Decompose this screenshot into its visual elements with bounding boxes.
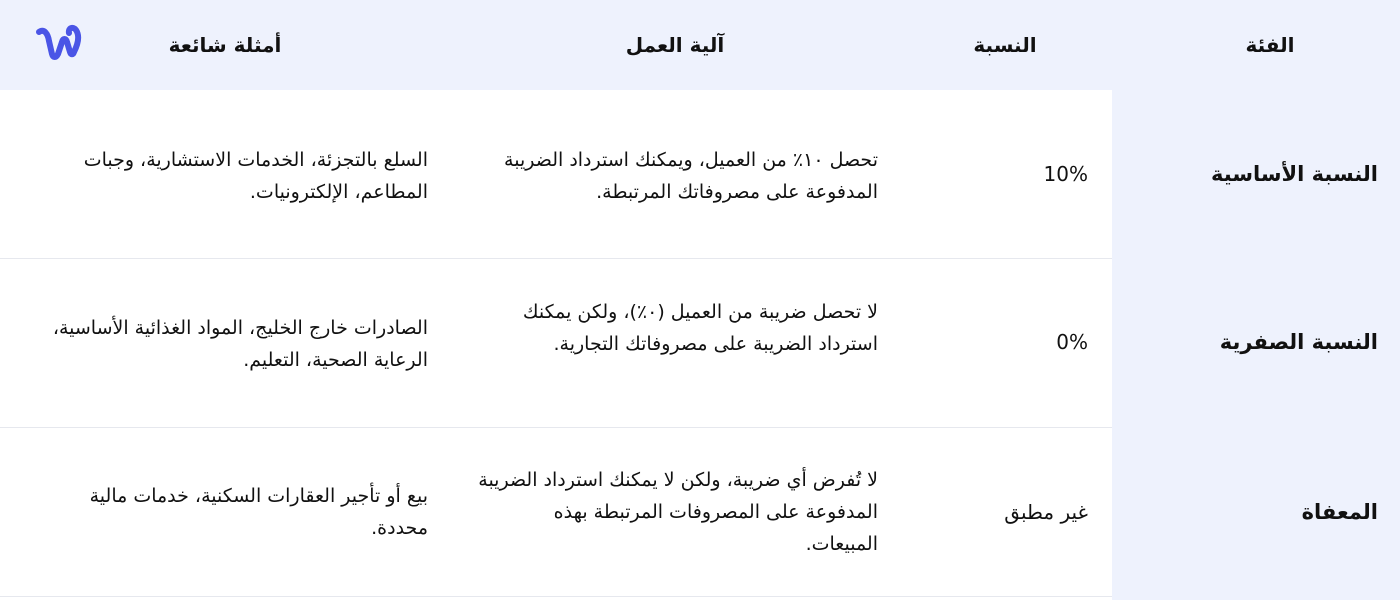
mechanism-cell: لا تحصل ضريبة من العميل (٠٪)، ولكن يمكنك استرداد الضريبة على مصروفاتك التجارية. — [522, 301, 878, 355]
w-logo-icon — [36, 24, 84, 64]
header-mechanism: آلية العمل — [625, 33, 725, 57]
examples-cell: السلع بالتجزئة، الخدمات الاستشارية، وجبات المطاعم، الإلكترونيات. — [83, 149, 428, 203]
category-cell: النسبة الأساسية — [1211, 162, 1378, 186]
table-header-row — [0, 0, 1400, 90]
mechanism-cell: تحصل ١٠٪ من العميل، ويمكنك استرداد الضريبة المدفوعة على مصروفاتك المرتبطة. — [504, 149, 878, 203]
examples-cell: الصادرات خارج الخليج، المواد الغذائية الأساسية، الرعاية الصحية، التعليم. — [52, 317, 428, 371]
mechanism-cell: لا تُفرض أي ضريبة، ولكن لا يمكنك استرداد الضريبة المدفوعة على المصروفات المرتبطة بهذه المبيعات. — [478, 469, 878, 555]
header-rate: النسبة — [973, 33, 1037, 57]
examples-cell: بيع أو تأجير العقارات السكنية، خدمات مالية محددة. — [89, 485, 428, 539]
category-cell: النسبة الصفرية — [1219, 330, 1378, 354]
rate-cell: 10% — [1043, 162, 1088, 186]
header-examples: أمثلة شائعة — [168, 33, 282, 57]
rate-cell: غير مطبق — [1004, 500, 1088, 524]
rate-cell: 0% — [1056, 330, 1088, 354]
category-cell: المعفاة — [1301, 500, 1378, 524]
header-category: الفئة — [1245, 33, 1295, 57]
